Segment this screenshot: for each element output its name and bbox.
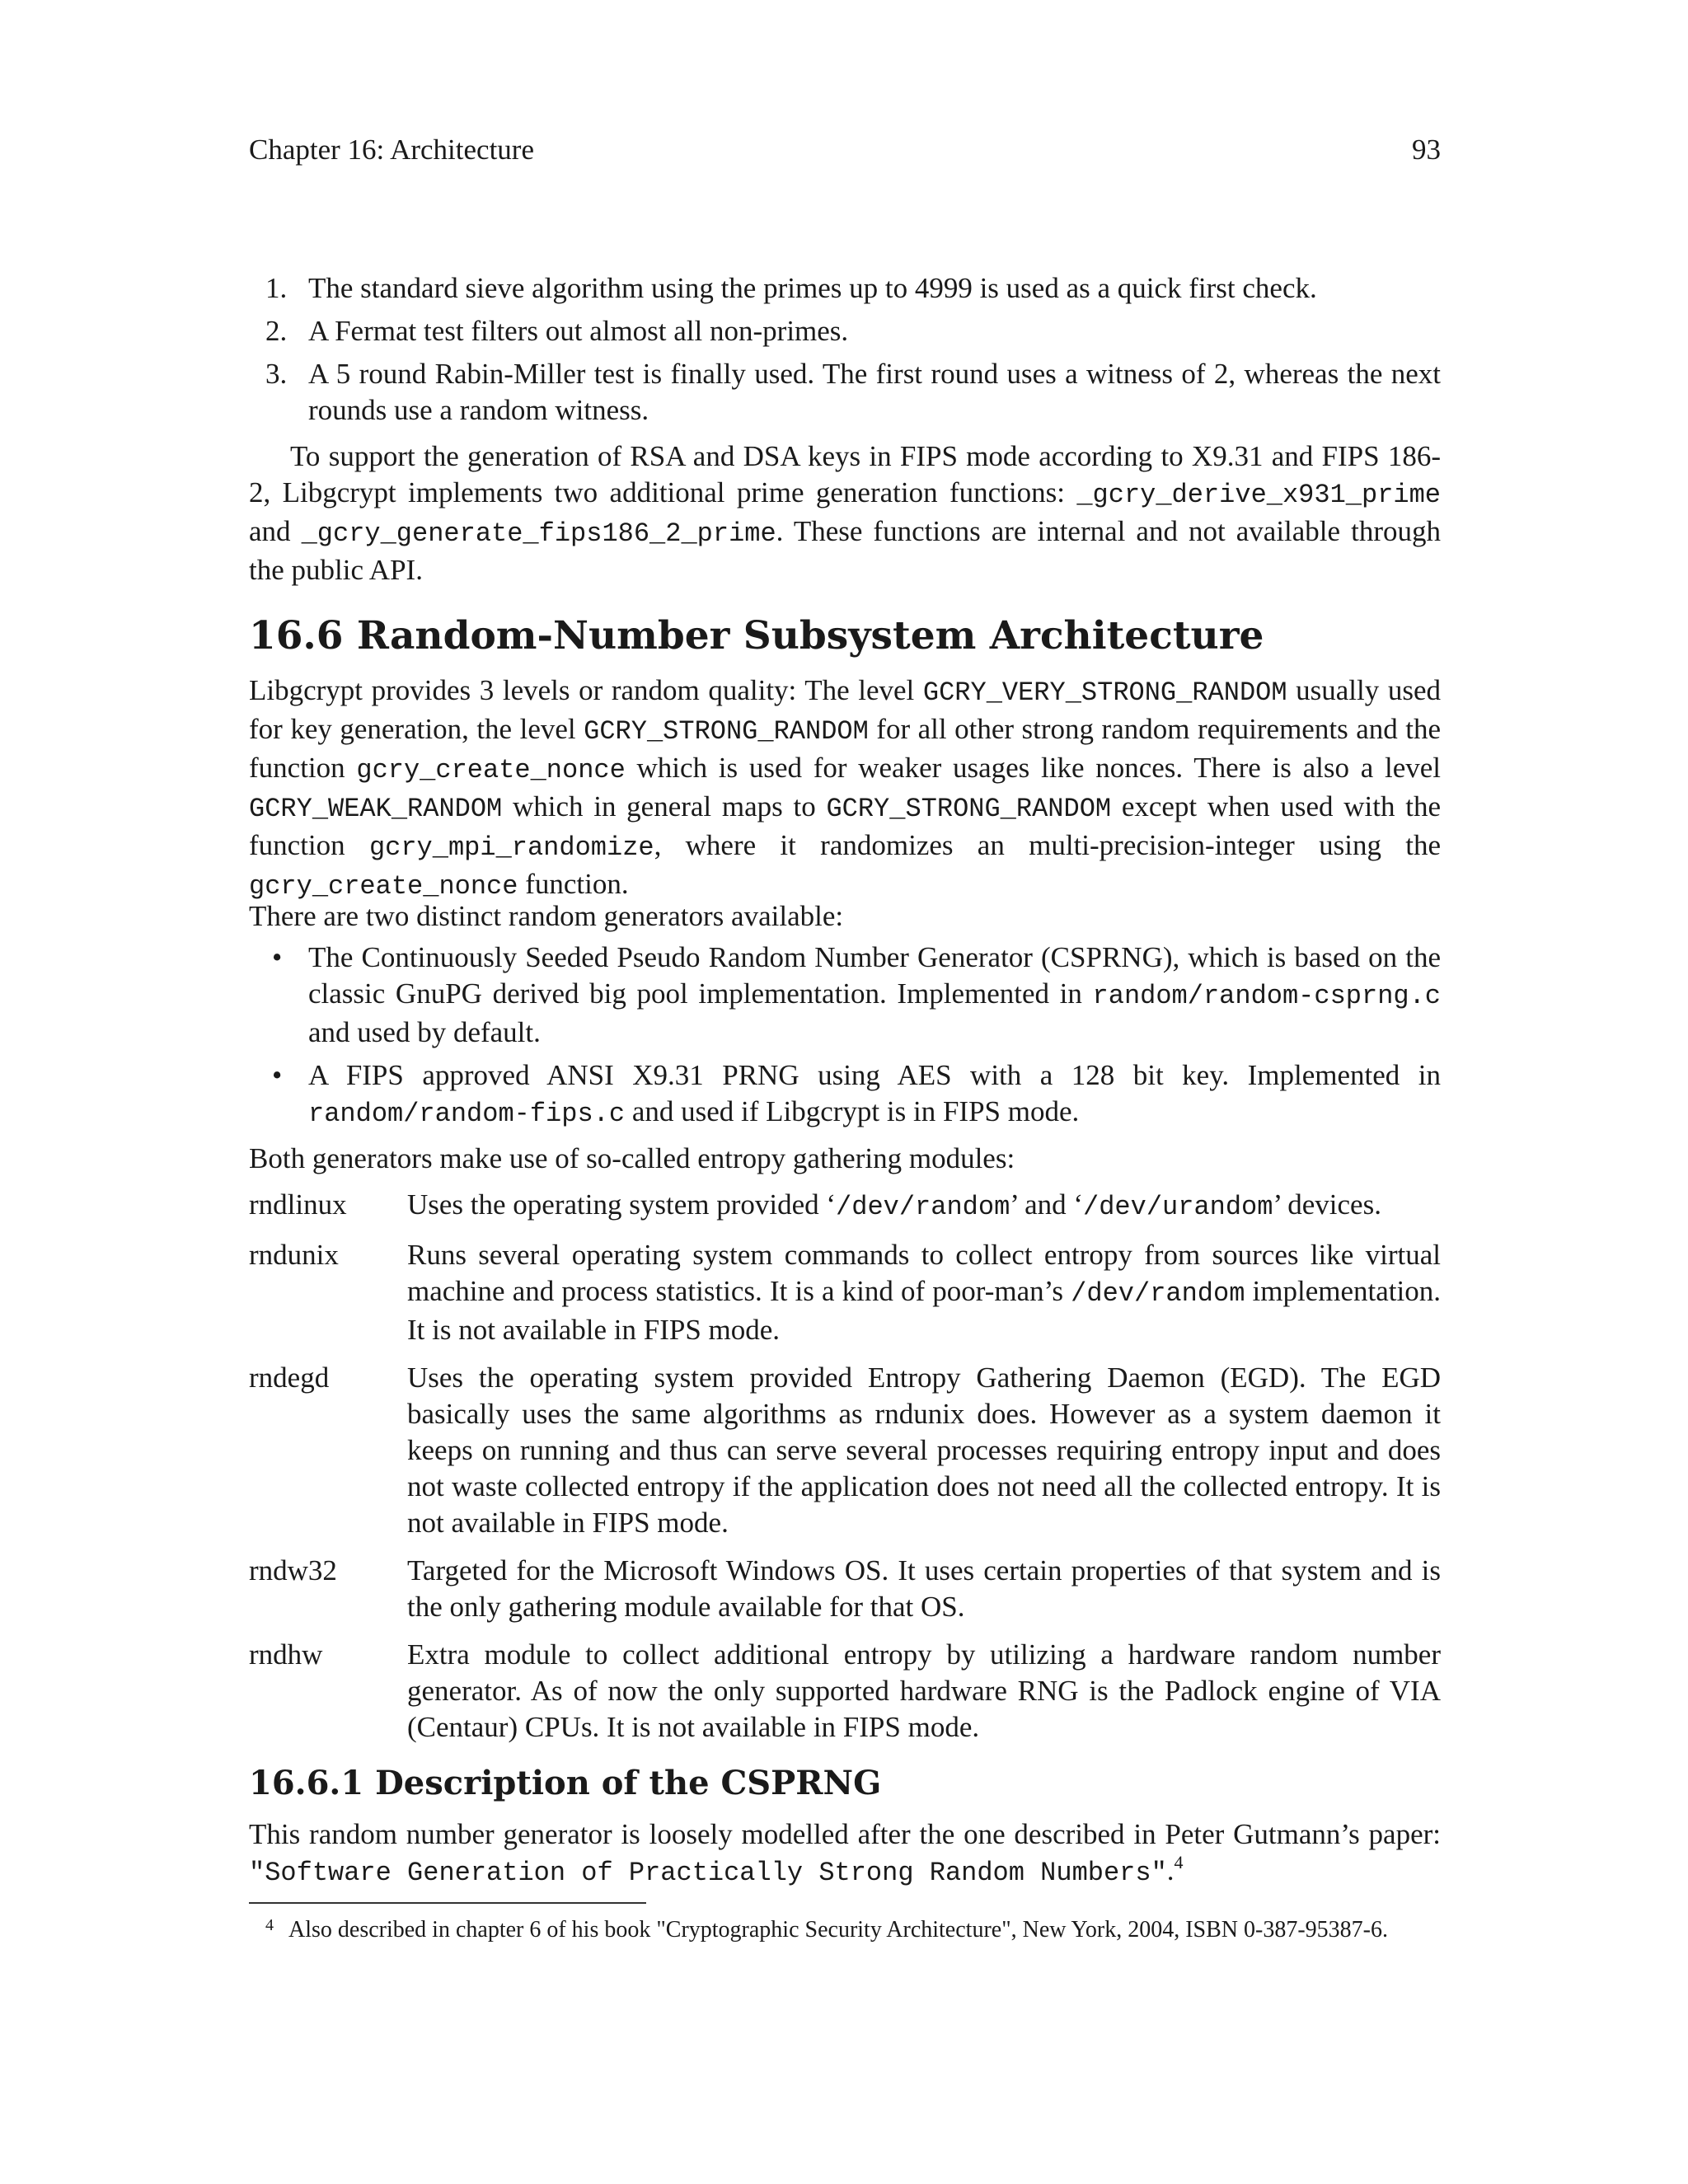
list-number: 1. xyxy=(265,272,288,304)
text-run: except when used with the function xyxy=(249,790,1441,861)
text-run: A FIPS approved ANSI X9.31 PRNG using AES with a 128 bit key. Implemented in xyxy=(308,1059,1441,1091)
module-description: Extra module to collect additional entropy by utilizing a hardware random number generator. As of now the only supported hardware RNG is the Padlock engine of VIA (Centaur) CPUs. It is not available in FIPS mode. xyxy=(407,1638,1441,1743)
list-item xyxy=(249,356,1441,429)
footnote xyxy=(249,1915,1441,1945)
text-run: . These functions are internal and not available through the public API. xyxy=(249,515,1441,586)
code-run: /dev/random xyxy=(836,1192,1010,1222)
list-item-text: The standard sieve algorithm using the primes up to 4999 is used as a quick first check. xyxy=(308,272,1317,304)
text-run: function. xyxy=(518,868,629,900)
list-item xyxy=(249,940,1441,1051)
code-run: random/random-fips.c xyxy=(308,1099,626,1129)
list-item-text: A Fermat test filters out almost all non-primes. xyxy=(308,315,849,347)
text-run: Runs several operating system commands to collect entropy from sources like virtual machine and process statistics. It is a kind of poor-man’s xyxy=(407,1239,1441,1307)
code-run: gcry_create_nonce xyxy=(249,871,518,902)
modules-intro: Both generators make use of so-called entropy gathering modules: xyxy=(249,1142,1015,1174)
text-run: , where it randomizes an multi-precision-integer using the xyxy=(654,829,1441,861)
list-item-text: A 5 round Rabin-Miller test is finally used. The first round uses a witness of 2, whereas the next rounds use a random witness. xyxy=(308,358,1441,426)
text-run: This random number generator is loosely modelled after the one described in Peter Gutmann’s paper: xyxy=(249,1818,1441,1850)
text-run: ’ devices. xyxy=(1273,1188,1381,1221)
module-term: rndegd xyxy=(249,1361,330,1394)
code-run: /dev/random xyxy=(1071,1278,1245,1309)
code-run: GCRY_STRONG_RANDOM xyxy=(826,794,1112,824)
text-run: The Continuously Seeded Pseudo Random Number Generator (CSPRNG), which is based on the classic GnuPG derived big pool implementation. Implemented in xyxy=(308,941,1441,1010)
footnote-reference[interactable]: 4 xyxy=(1174,1852,1184,1872)
text-run: ’ and ‘ xyxy=(1010,1188,1084,1221)
footnote-rule xyxy=(249,1902,646,1904)
code-run: GCRY_STRONG_RANDOM xyxy=(584,716,869,747)
code-run: _gcry_derive_x931_prime xyxy=(1076,480,1441,510)
text-run: and xyxy=(249,515,302,547)
bullet-icon: • xyxy=(272,941,283,973)
list-item xyxy=(249,1057,1441,1132)
fips-prime-paragraph xyxy=(249,438,1441,588)
footnote-item xyxy=(249,1915,1441,1945)
text-run: and used by default. xyxy=(308,1016,541,1048)
code-run: random/random-csprng.c xyxy=(1092,981,1441,1011)
footnote-text: Also described in chapter 6 of his book "Cryptographic Security Architecture", New York, 2004, ISBN 0-387-95387-6. xyxy=(288,1917,1388,1943)
entropy-modules-list xyxy=(249,1187,1441,1757)
list-number: 3. xyxy=(265,358,288,390)
list-item xyxy=(249,270,1441,307)
generators-list xyxy=(249,940,1441,1139)
code-run: _gcry_generate_fips186_2_prime xyxy=(301,518,776,549)
text-run: usually used for key generation, the level xyxy=(249,674,1441,745)
definition-row xyxy=(249,1637,1441,1746)
definition-row xyxy=(249,1360,1441,1541)
random-levels-paragraph xyxy=(249,673,1441,905)
bullet-icon: • xyxy=(272,1059,283,1091)
code-run: GCRY_VERY_STRONG_RANDOM xyxy=(922,677,1287,708)
module-description: Uses the operating system provided Entropy Gathering Daemon (EGD). The EGD basically uses the same algorithms as rndunix does. However as a system daemon it keeps on running and thus can serve several processes requiring entropy input and does not waste collected entropy if the application does not need all the collected entropy. It is not available in FIPS mode. xyxy=(407,1361,1441,1539)
module-description xyxy=(407,1237,1441,1348)
module-description: Targeted for the Microsoft Windows OS. It uses certain properties of that system and is the only gathering module available for that OS. xyxy=(407,1554,1441,1623)
text-run: . xyxy=(1166,1854,1175,1886)
text-run: for all other strong random requirements and the function xyxy=(249,713,1441,784)
running-header xyxy=(249,132,1441,168)
text-run: and used if Libgcrypt is in FIPS mode. xyxy=(625,1095,1080,1127)
list-item xyxy=(249,313,1441,349)
chapter-title: Chapter 16: Architecture xyxy=(249,134,534,166)
generators-intro: There are two distinct random generators available: xyxy=(249,900,844,932)
text-run: which is used for weaker usages like nonces. There is also a level xyxy=(625,752,1441,784)
text-run: Libgcrypt provides 3 levels or random quality: The level xyxy=(249,674,923,706)
code-run: /dev/urandom xyxy=(1083,1192,1273,1222)
text-run: which in general maps to xyxy=(502,790,827,823)
text-run: implementation. It is not available in FIPS mode. xyxy=(407,1275,1441,1346)
module-term: rndunix xyxy=(249,1239,339,1271)
code-run: GCRY_WEAK_RANDOM xyxy=(249,794,503,824)
footnote-mark: 4 xyxy=(265,1916,274,1934)
definition-row xyxy=(249,1237,1441,1348)
text-run: Uses the operating system provided ‘ xyxy=(407,1188,837,1221)
module-term: rndw32 xyxy=(249,1554,337,1586)
module-term: rndlinux xyxy=(249,1188,347,1221)
csprng-paragraph xyxy=(249,1816,1441,1891)
section-heading: 16.6 Random-Number Subsystem Architecture xyxy=(249,613,1264,658)
subsection-heading: 16.6.1 Description of the CSPRNG xyxy=(249,1764,882,1802)
code-run: gcry_mpi_randomize xyxy=(368,832,654,863)
code-run: gcry_create_nonce xyxy=(356,755,626,785)
module-term: rndhw xyxy=(249,1638,323,1671)
definition-row xyxy=(249,1553,1441,1625)
module-description xyxy=(407,1187,1441,1226)
text-run: To support the generation of RSA and DSA keys in FIPS mode according to X9.31 and FIPS 186-2, Libgcrypt implements two additional prime generation functions: xyxy=(249,440,1441,509)
definition-row xyxy=(249,1187,1441,1226)
page-number: 93 xyxy=(1412,134,1441,166)
paper-title: "Software Generation of Practically Strong Random Numbers" xyxy=(249,1858,1167,1888)
list-number: 2. xyxy=(265,315,288,347)
prime-steps-list xyxy=(249,270,1441,435)
